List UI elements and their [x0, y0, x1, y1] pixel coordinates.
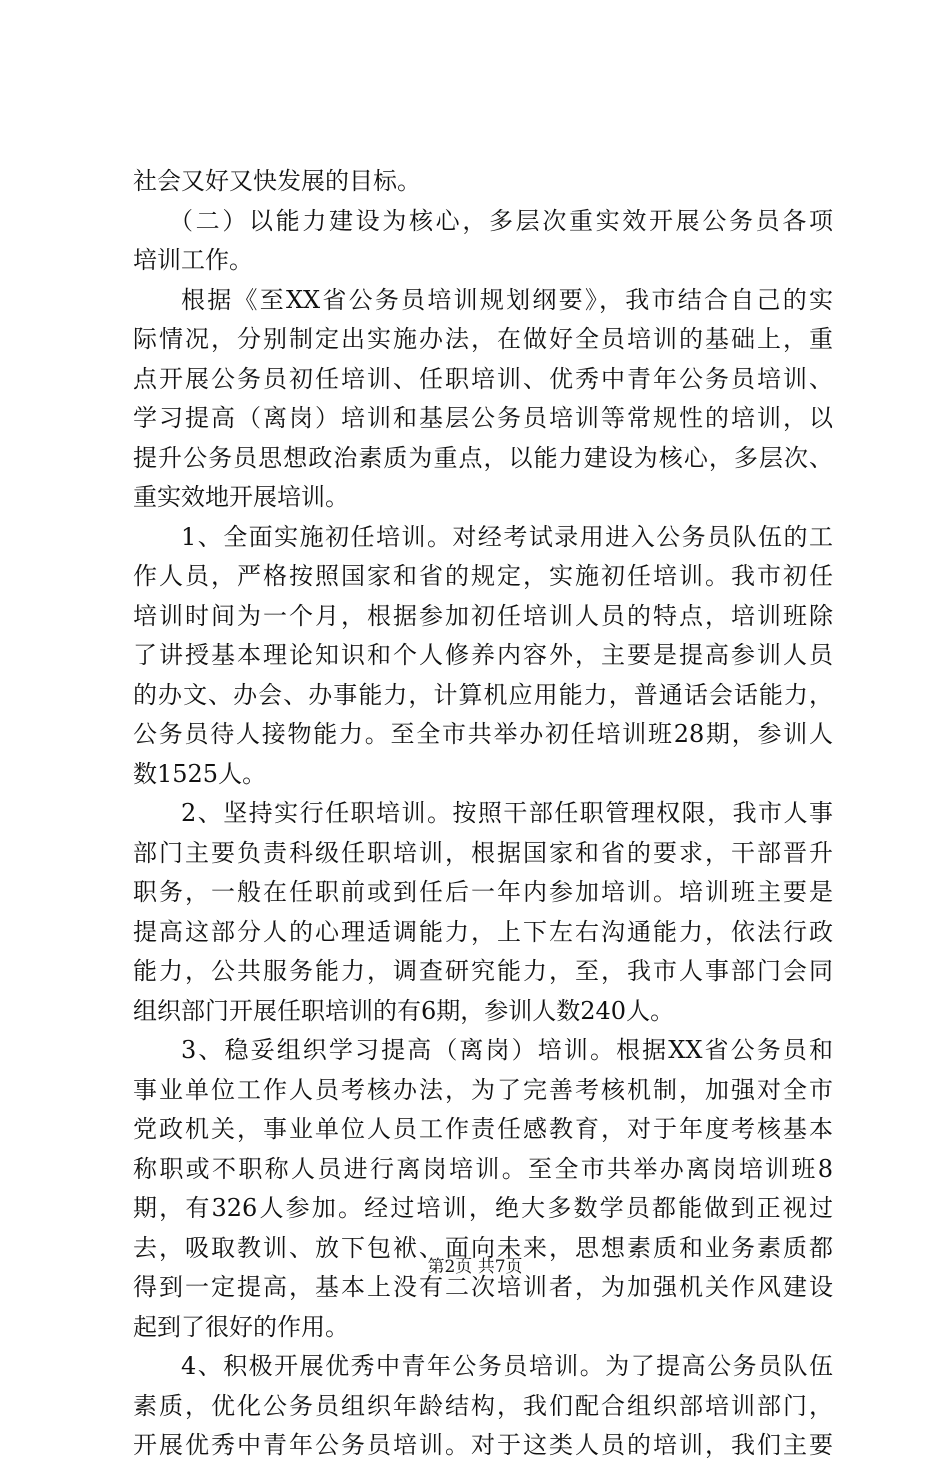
text-line: 4、积极开展优秀中青年公务员培训。为了提高公务员队伍 — [181, 1352, 833, 1380]
text-line: 职务，一般在任职前或到任后一年内参加培训。培训班主要是 — [133, 878, 833, 906]
text-line: 称职或不职称人员进行离岗培训。至全市共举办离岗培训班8 — [133, 1154, 833, 1183]
section-heading-line: （二）以能力建设为核心，多层次重实效开展公务员各项 — [169, 206, 833, 235]
text-line: 社会又好又快发展的目标。 — [133, 167, 421, 195]
text-line: 去，吸取教训、放下包袱、面向未来，思想素质和业务素质都 — [133, 1233, 833, 1262]
text-line: 重实效地开展培训。 — [133, 483, 349, 511]
text-line: 培训时间为一个月，根据参加初任培训人员的特点，培训班除 — [133, 601, 833, 630]
text-line: 3、稳妥组织学习提高（离岗）培训。根据XX省公务员和 — [181, 1036, 833, 1064]
text-line: 数1525人。 — [133, 759, 267, 788]
text-line: 的办文、办会、办事能力，计算机应用能力，普通话会话能力， — [133, 680, 833, 709]
text-line: 组织部门开展任职培训的有6期，参训人数240人。 — [133, 996, 675, 1025]
text-line: 1、全面实施初任培训。对经考试录用进入公务员队伍的工 — [181, 522, 833, 551]
text-line: 际情况，分别制定出实施办法，在做好全员培训的基础上，重 — [133, 325, 833, 353]
text-line: 点开展公务员初任培训、任职培训、优秀中青年公务员培训、 — [133, 364, 833, 393]
page-number-footer: 第2页 共7页 — [427, 1257, 523, 1277]
text-line: 2、坚持实行任职培训。按照干部任职管理权限，我市人事 — [181, 799, 833, 827]
text-line: 根据《至XX省公务员培训规划纲要》，我市结合自己的实 — [181, 285, 833, 314]
text-line: 提高这部分人的心理适调能力，上下左右沟通能力，依法行政 — [133, 917, 833, 946]
text-line: 开展优秀中青年公务员培训。对于这类人员的培训，我们主要 — [133, 1431, 833, 1459]
text-line: 公务员待人接物能力。至全市共举办初任培训班28期，参训人 — [133, 720, 833, 748]
text-line: 素质，优化公务员组织年龄结构，我们配合组织部培训部门， — [133, 1391, 833, 1420]
text-line: 提升公务员思想政治素质为重点，以能力建设为核心，多层次、 — [133, 443, 833, 472]
text-line: 作人员，严格按照国家和省的规定，实施初任培训。我市初任 — [133, 562, 833, 590]
text-line: 能力，公共服务能力，调查研究能力，至，我市人事部门会同 — [133, 957, 833, 985]
text-line: 党政机关，事业单位人员工作责任感教育，对于年度考核基本 — [133, 1115, 833, 1143]
text-line: 事业单位工作人员考核办法，为了完善考核机制，加强对全市 — [133, 1075, 833, 1104]
text-line: 起到了很好的作用。 — [133, 1312, 349, 1341]
text-line: 期，有326人参加。经过培训，绝大多数学员都能做到正视过 — [133, 1194, 833, 1222]
text-line: 得到一定提高，基本上没有二次培训者，为加强机关作风建设 — [133, 1273, 833, 1301]
section-heading-line: 培训工作。 — [133, 246, 253, 274]
text-line: 了讲授基本理论知识和个人修养内容外，主要是提高参训人员 — [133, 641, 833, 669]
text-line: 部门主要负责科级任职培训，根据国家和省的要求，干部晋升 — [133, 838, 833, 867]
text-line: 学习提高（离岗）培训和基层公务员培训等常规性的培训，以 — [133, 404, 833, 432]
